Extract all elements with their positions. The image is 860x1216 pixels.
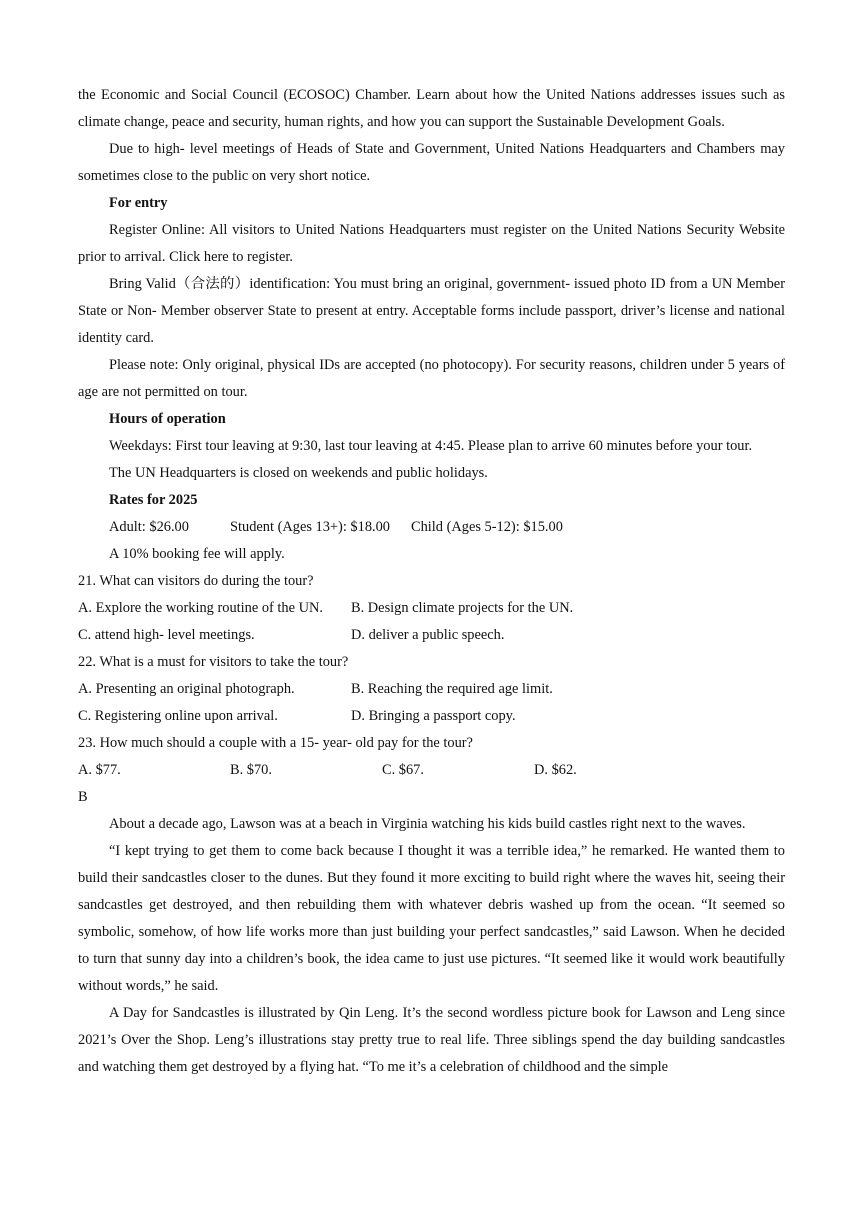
option-d[interactable]: D. $62. (534, 762, 577, 778)
section-letter: B (78, 789, 88, 805)
option-b[interactable]: B. Design climate projects for the UN. (351, 600, 574, 616)
entry-paragraph: Register Online: All visitors to United Nations Headquarters must register on the United Nations Security Website prior to arrival. Click here to register. (78, 222, 785, 265)
option-b[interactable]: B. Reaching the required age limit. (351, 681, 553, 697)
option-a[interactable]: A. Explore the working routine of the UN. (78, 600, 323, 616)
entry-paragraph: Bring Valid（合法的）identification: You must bring an original, government- issued photo ID from a UN Member State or Non- Member observer State to present at entry. Acceptable forms include passport, driver’s license and national identity card. (78, 276, 785, 346)
rates-row (78, 514, 785, 541)
entry-heading: For entry (109, 195, 168, 211)
option-a[interactable]: A. Presenting an original photograph. (78, 681, 295, 697)
rates-heading: Rates for 2025 (109, 492, 198, 508)
option-row (78, 757, 785, 784)
rate-child: Child (Ages 5-12): $15.00 (411, 519, 563, 535)
hours-paragraph: The UN Headquarters is closed on weekends and public holidays. (109, 465, 488, 481)
option-row (78, 703, 785, 730)
question-stem: 23. How much should a couple with a 15- year- old pay for the tour? (78, 735, 473, 751)
option-c[interactable]: C. $67. (382, 762, 424, 778)
hours-paragraph: Weekdays: First tour leaving at 9:30, last tour leaving at 4:45. Please plan to arrive 60 minutes before your tour. (109, 438, 753, 454)
passage-a-paragraph: the Economic and Social Council (ECOSOC) Chamber. Learn about how the United Nations addresses issues such as climate change, peace and security, human rights, and how you can support the Sustainable Development Goals. (78, 87, 785, 130)
entry-paragraph: Please note: Only original, physical IDs are accepted (no photocopy). For security reasons, children under 5 years of age are not permitted on tour. (78, 357, 785, 400)
document-page (78, 82, 785, 1081)
option-d[interactable]: D. Bringing a passport copy. (351, 708, 516, 724)
question-stem: 21. What can visitors do during the tour? (78, 573, 314, 589)
hours-heading: Hours of operation (109, 411, 226, 427)
option-row (78, 676, 785, 703)
option-row (78, 622, 785, 649)
option-c[interactable]: C. Registering online upon arrival. (78, 708, 278, 724)
option-d[interactable]: D. deliver a public speech. (351, 627, 505, 643)
option-c[interactable]: C. attend high- level meetings. (78, 627, 255, 643)
passage-b-paragraph: A Day for Sandcastles is illustrated by Qin Leng. It’s the second wordless picture book for Lawson and Leng since 2021’s Over the Shop. Leng’s illustrations stay pretty true to real life. Three siblings spend the day building sandcastles and watching them get destroyed by a flying hat. “To me it’s a celebration of childhood and the simple (78, 1005, 785, 1075)
rate-adult: Adult: $26.00 (109, 519, 189, 535)
rate-student: Student (Ages 13+): $18.00 (230, 519, 391, 535)
passage-b-paragraph: About a decade ago, Lawson was at a beach in Virginia watching his kids build castles right next to the waves. (109, 816, 746, 832)
option-b[interactable]: B. $70. (230, 762, 272, 778)
passage-a-paragraph: Due to high- level meetings of Heads of State and Government, United Nations Headquarters and Chambers may sometimes close to the public on very short notice. (78, 141, 785, 184)
booking-fee: A 10% booking fee will apply. (109, 546, 285, 562)
passage-b-paragraph: “I kept trying to get them to come back because I thought it was a terrible idea,” he remarked. He wanted them to build their sandcastles closer to the dunes. But they found it more exciting to build right where the waves hit, seeing their sandcastles get destroyed, and then rebuilding them with whatever debris washed up from the ocean. “It seemed so symbolic, somehow, of how life works more than just building your perfect sandcastles,” said Lawson. When he decided to turn that sunny day into a children’s book, the idea came to just use pictures. “It seemed like it would work beautifully without words,” he said. (78, 843, 785, 994)
option-a[interactable]: A. $77. (78, 762, 121, 778)
option-row (78, 595, 785, 622)
question-stem: 22. What is a must for visitors to take the tour? (78, 654, 349, 670)
